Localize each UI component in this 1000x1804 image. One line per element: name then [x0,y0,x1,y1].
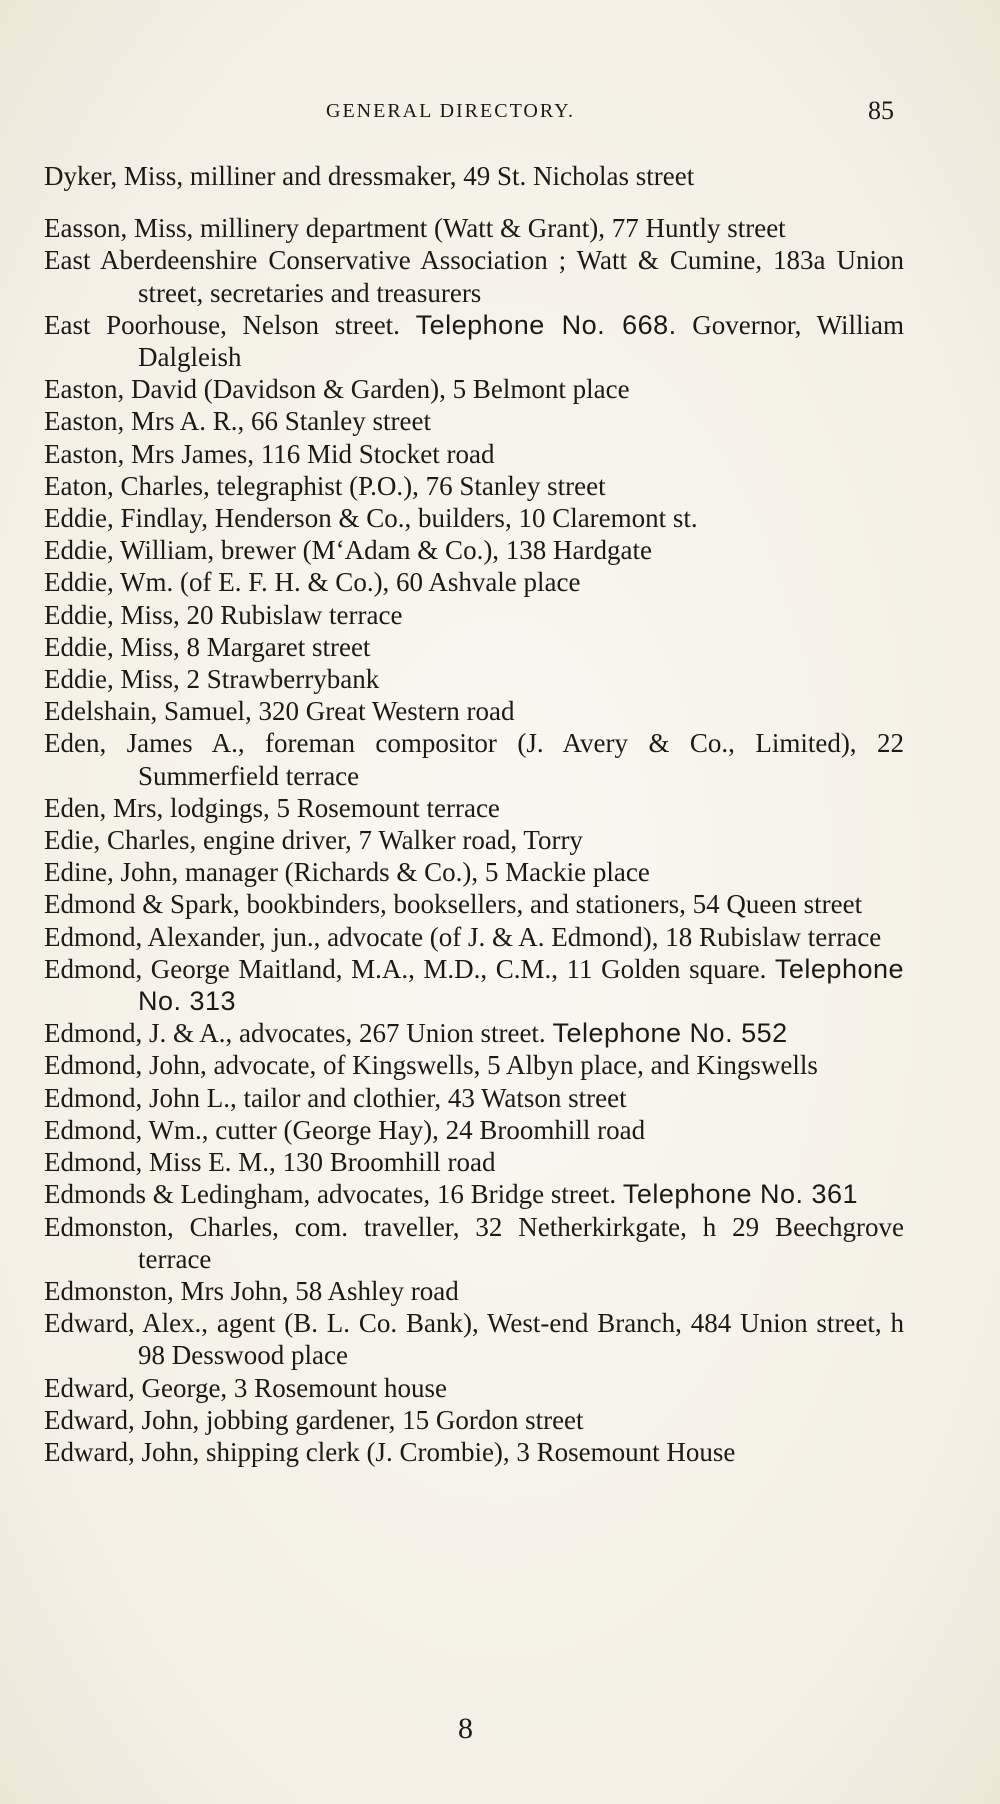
directory-entry [44,1017,904,1049]
telephone-number: Telephone No. 668. [415,309,677,340]
entry-text: Eddie, William, brewer (M‘Adam & Co.), 138 Hardgate [44,535,653,566]
directory-entry [44,921,904,953]
directory-entry [44,373,904,405]
directory-entry [44,792,904,824]
directory-entry [44,1178,904,1210]
entry-text: Easton, Mrs James, 116 Mid Stocket road [44,438,495,469]
entry-text: Eddie, Findlay, Henderson & Co., builders, 10 Claremont st. [44,503,698,534]
directory-entry [44,1114,904,1146]
entry-text: Edward, Alex., agent (B. L. Co. Bank), West-end Branch, 484 Union street, h 98 Desswood place [44,1308,904,1371]
entry-text: Edmonds & Ledingham, advocates, 16 Bridge street. [44,1179,617,1210]
entry-text: East Aberdeenshire Conservative Association ; Watt & Cumine, 183a Union street, secretaries and treasurers [44,245,904,308]
directory-entry [44,438,904,470]
signature-mark: 8 [458,1712,473,1745]
directory-entry [44,470,904,502]
entry-text: Eddie, Wm. (of E. F. H. & Co.), 60 Ashvale place [44,567,581,598]
entry-text: East Poorhouse, Nelson street. [44,309,400,340]
directory-entry [44,727,904,791]
page-header [0,96,1000,132]
entry-text: Edmond, Wm., cutter (George Hay), 24 Broomhill road [44,1114,646,1145]
entry-text: Easton, Mrs A. R., 66 Stanley street [44,406,431,437]
entry-text: Dyker, Miss, milliner and dressmaker, 49 St. Nicholas street [44,161,695,191]
directory-entry [44,1049,904,1081]
directory-entry [44,160,904,192]
directory-entry [44,1307,904,1371]
entry-text: Eddie, Miss, 20 Rubislaw terrace [44,599,403,630]
entry-text: Edmond, Miss E. M., 130 Broomhill road [44,1147,496,1178]
directory-entry [44,566,904,598]
directory-entry [44,1146,904,1178]
entry-text: Edie, Charles, engine driver, 7 Walker road, Torry [44,825,583,856]
directory-entries [44,160,904,1468]
directory-entry [44,1275,904,1307]
entry-text: Edmond, John L., tailor and clothier, 43 Watson street [44,1082,627,1113]
entry-text: Easson, Miss, millinery department (Watt & Grant), 77 Huntly street [44,213,786,244]
directory-entry [44,888,904,920]
directory-entry [44,1436,904,1468]
telephone-number: Telephone No. 313 [138,953,905,1017]
entry-text: Edelshain, Samuel, 320 Great Western road [44,696,515,727]
entry-text: Edmond, Alexander, jun., advocate (of J. & A. Edmond), 18 Rubislaw terrace [44,921,882,952]
telephone-number: Telephone No. 361 [622,1179,859,1210]
directory-entry [44,244,904,308]
directory-entry [44,502,904,534]
directory-entry [44,1211,904,1275]
directory-entry [44,534,904,566]
entry-text: Edine, John, manager (Richards & Co.), 5 Mackie place [44,857,650,888]
entry-continuation: Governor, William Dalgleish [138,309,905,373]
entry-text: Edmond, John, advocate, of Kingswells, 5 Albyn place, and Kingswells [44,1050,818,1081]
directory-entry [44,1372,904,1404]
running-head: GENERAL DIRECTORY. [326,100,575,122]
directory-entry [44,405,904,437]
directory-entry [44,599,904,631]
entry-text: Edward, George, 3 Rosemount house [44,1372,447,1403]
directory-entry [44,1404,904,1436]
directory-entry [44,1082,904,1114]
entry-text: Eden, James A., foreman compositor (J. Avery & Co., Limited), 22 Summerfield terrace [44,728,904,791]
entry-text: Edmonston, Charles, com. traveller, 32 Netherkirkgate, h 29 Beechgrove terrace [44,1211,904,1274]
directory-entry [44,212,904,244]
page-number: 85 [868,96,894,125]
entry-text: Edward, John, jobbing gardener, 15 Gordon street [44,1404,584,1435]
directory-entry [44,309,904,373]
entry-text: Eaton, Charles, telegraphist (P.O.), 76 Stanley street [44,470,606,501]
entry-text: Easton, David (Davidson & Garden), 5 Belmont place [44,374,630,405]
directory-entry [44,663,904,695]
entry-text: Edmond, George Maitland, M.A., M.D., C.M., 11 Golden square. [44,953,767,984]
entry-text: Edmonston, Mrs John, 58 Ashley road [44,1275,459,1306]
directory-entry [44,856,904,888]
directory-entry [44,695,904,727]
directory-entry [44,631,904,663]
telephone-number: Telephone No. 552 [552,1018,788,1049]
entry-text: Eden, Mrs, lodgings, 5 Rosemount terrace [44,792,500,823]
entry-text: Edward, John, shipping clerk (J. Crombie), 3 Rosemount House [44,1436,736,1467]
entry-text: Edmond, J. & A., advocates, 267 Union street. [44,1018,546,1049]
entry-text: Edmond & Spark, bookbinders, booksellers, and stationers, 54 Queen street [44,889,863,920]
directory-entry [44,953,904,1017]
entry-text: Eddie, Miss, 8 Margaret street [44,631,371,662]
entry-text: Eddie, Miss, 2 Strawberrybank [44,664,380,695]
directory-entry [44,824,904,856]
